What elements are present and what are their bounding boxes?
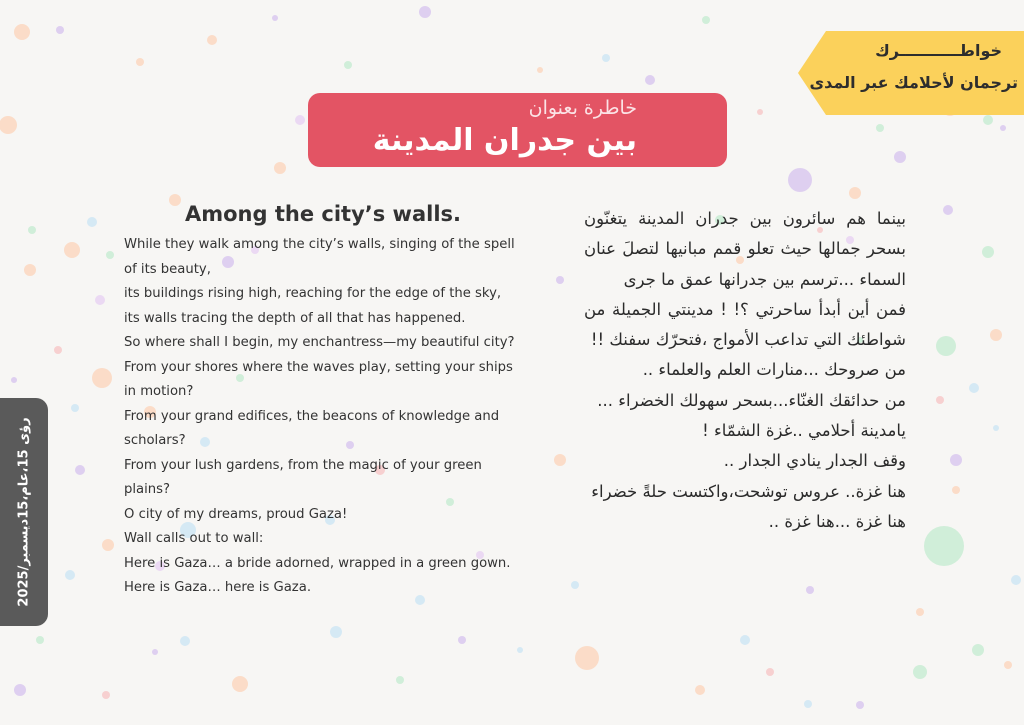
english-body [124,233,524,601]
confetti-dot [11,377,17,383]
confetti-dot [571,581,579,589]
confetti-dot [180,636,190,646]
confetti-dot [537,67,543,73]
english-line: From your lush gardens, from the magic of your green plains? [124,457,482,497]
confetti-dot [766,668,774,676]
confetti-dot [556,276,564,284]
confetti-dot [71,404,79,412]
confetti-dot [849,187,861,199]
confetti-dot [75,465,85,475]
confetti-dot [856,701,864,709]
confetti-dot [972,644,984,656]
confetti-dot [695,685,705,695]
arabic-line: فمن أين أبدأ ساحرتي ؟! ! مدينتي الجميلة من شواطئك التي تداعب الأمواج ،فتحرّك سفنك !! [584,299,906,350]
confetti-dot [952,486,960,494]
confetti-dot [916,608,924,616]
confetti-dot [876,124,884,132]
confetti-dot [575,646,599,670]
confetti-dot [645,75,655,85]
confetti-dot [936,336,956,356]
confetti-dot [0,116,17,134]
confetti-dot [806,586,814,594]
confetti-dot [169,194,181,206]
confetti-dot [894,151,906,163]
confetti-dot [24,264,36,276]
confetti-dot [64,242,80,258]
confetti-dot [102,539,114,551]
side-tab [0,398,48,626]
arabic-line: بينما هم سائرون بين جدران المدينة يتغنّون بسحر جمالها حيث تعلو قمم مبانيها لتصلَ عنان السماء ...ترسم بين جدرانها عمق ما جرى [584,209,906,289]
arabic-line: يامدينة أحلامي ..غزة الشمّاء ! [702,421,906,441]
confetti-dot [272,15,278,21]
confetti-dot [274,162,286,174]
english-line: While they walk among the city’s walls, singing of the spell of its beauty, [124,237,515,277]
english-line: its walls tracing the depth of all that has happened. [124,310,466,326]
confetti-dot [757,109,763,115]
arabic-line: هنا غزة ...هنا غزة .. [768,511,906,531]
confetti-dot [990,329,1002,341]
confetti-dot [458,636,466,644]
arabic-body [584,204,906,537]
corner-tag-line1: خواطـــــــــــرك [875,41,1002,60]
confetti-dot [95,295,105,305]
confetti-dot [1004,661,1012,669]
confetti-dot [740,635,750,645]
confetti-dot [344,61,352,69]
confetti-dot [330,626,342,638]
confetti-dot [36,636,44,644]
confetti-dot [14,684,26,696]
arabic-line: وقف الجدار ينادي الجدار .. [723,451,906,471]
confetti-dot [554,454,566,466]
title-box [308,93,727,167]
confetti-dot [788,168,812,192]
english-line: its buildings rising high, reaching for the edge of the sky, [124,286,502,301]
confetti-dot [517,647,523,653]
english-line: So where shall I begin, my enchantress—my beautiful city? [124,335,515,350]
english-line: Here is Gaza… here is Gaza. [124,580,312,595]
arabic-line: من صروحك ...منارات العلم والعلماء .. [642,360,906,380]
confetti-dot [232,676,248,692]
confetti-dot [28,226,36,234]
confetti-dot [56,26,64,34]
confetti-dot [1000,125,1006,131]
arabic-line: من حدائقك الغنّاء...بسحر سهولك الخضراء ... [597,390,906,410]
confetti-dot [14,24,30,40]
page-title: بين جدران المدينة [372,123,637,158]
confetti-dot [1011,575,1021,585]
confetti-dot [102,691,110,699]
corner-tag-line2: ترجمان لأحلامك عبر المدى [809,73,1018,92]
confetti-dot [396,676,404,684]
confetti-dot [950,454,962,466]
confetti-dot [936,396,944,404]
side-tab-text: رؤى 15،عام،15ديسمبر/2025 [16,417,32,607]
confetti-dot [804,700,812,708]
confetti-dot [702,16,710,24]
confetti-dot [419,6,431,18]
english-title: Among the city’s walls. [185,202,462,226]
confetti-dot [136,58,144,66]
confetti-dot [295,115,305,125]
confetti-dot [982,246,994,258]
english-line: From your shores where the waves play, setting your ships in motion? [124,359,513,399]
confetti-dot [207,35,217,45]
confetti-dot [969,383,979,393]
confetti-dot [65,570,75,580]
confetti-dot [943,205,953,215]
confetti-dot [87,217,97,227]
arabic-line: هنا غزة.. عروس توشحت،واكتست حلةً خضراء [591,481,906,501]
english-line: From your grand edifices, the beacons of knowledge and scholars? [124,408,500,448]
confetti-dot [993,425,999,431]
confetti-dot [54,346,62,354]
corner-tag [798,31,1024,115]
english-line: O city of my dreams, proud Gaza! [124,506,348,522]
confetti-dot [913,665,927,679]
confetti-dot [924,526,964,566]
confetti-dot [152,649,158,655]
confetti-dot [92,368,112,388]
english-line: Wall calls out to wall: [124,531,264,546]
english-line: Here is Gaza… a bride adorned, wrapped in a green gown. [124,555,511,571]
confetti-dot [983,115,993,125]
confetti-dot [602,54,610,62]
title-subtitle: خاطرة بعنوان [528,97,637,119]
confetti-dot [106,251,114,259]
